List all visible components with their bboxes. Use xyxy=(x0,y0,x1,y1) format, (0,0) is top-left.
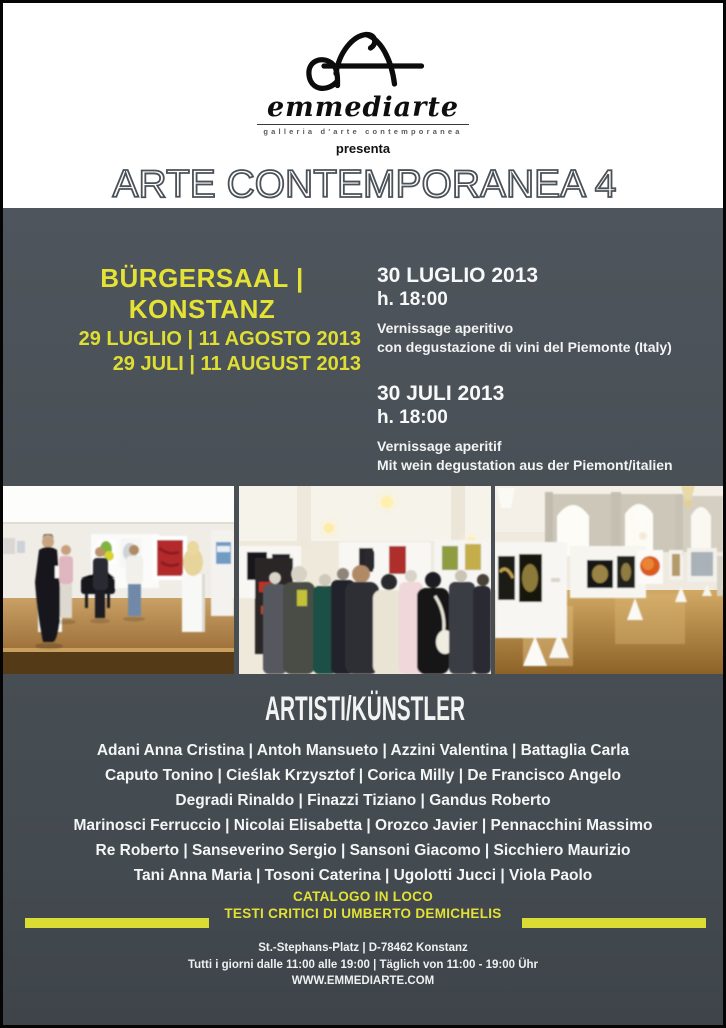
logo-wordmark: emmediarte xyxy=(267,92,459,123)
event-time: h. 18:00 xyxy=(377,407,448,428)
yellow-bar-right xyxy=(522,918,706,928)
catalog-note xyxy=(3,888,723,922)
photo-strip xyxy=(3,486,723,674)
event-date: 30 JULI 2013 xyxy=(377,382,505,405)
artists-line: Degradi Rinaldo | Finazzi Tiziano | Gandus Roberto xyxy=(175,792,551,809)
logo-divider-line xyxy=(257,124,469,125)
vernissage-italian xyxy=(377,263,722,357)
footer-website: WWW.EMMEDIARTE.COM xyxy=(291,975,435,987)
event-description-2: con degustazione di vini del Piemonte (Italy) xyxy=(377,339,672,355)
footer-address: St.-Stephans-Platz | D-78462 Konstanz xyxy=(258,942,468,954)
event-time: h. 18:00 xyxy=(377,289,448,310)
emmediarte-logo-monogram xyxy=(288,27,438,99)
artists-line: Tani Anna Maria | Tosoni Caterina | Ugolotti Jucci | Viola Paolo xyxy=(133,867,593,884)
event-description-2: Mit wein degustation aus der Piemont/italien xyxy=(377,457,673,473)
footer-info xyxy=(3,940,723,990)
presenta-label: presenta xyxy=(335,141,391,156)
catalog-line-2: TESTI CRITICI DI UMBERTO DEMICHELIS xyxy=(224,906,502,921)
event-description-1: Vernissage aperitif xyxy=(377,438,502,454)
artists-heading-text: ARTISTI/KÜNSTLER xyxy=(265,690,465,728)
dates-german: 29 JULI | 11 AUGUST 2013 xyxy=(112,352,361,375)
yellow-bar-left xyxy=(25,918,209,928)
photo-gallery-room-visitors xyxy=(3,486,234,674)
title-italian-text: ARTE CONTEMPORANEA 4 xyxy=(112,163,618,206)
title-italian xyxy=(3,160,723,206)
gallery-logo xyxy=(3,27,723,136)
artists-line: Adani Anna Cristina | Antoh Mansueto | Azzini Valentina | Battaglia Carla xyxy=(96,742,630,759)
event-date: 30 LUGLIO 2013 xyxy=(377,264,539,287)
photo-vernissage-crowd xyxy=(239,486,491,674)
artists-line: Marinosci Ferruccio | Nicolai Elisabetta | Orozco Javier | Pennacchini Massimo xyxy=(73,817,653,834)
dates-italian: 29 LUGLIO | 11 AGOSTO 2013 xyxy=(78,328,361,350)
logo-subtitle: galleria d'arte contemporanea xyxy=(263,127,463,136)
catalog-line-1: CATALOGO IN LOCO xyxy=(292,889,434,904)
exhibition-dates xyxy=(41,327,361,376)
event-description-1: Vernissage aperitivo xyxy=(377,320,514,336)
artists-heading xyxy=(3,689,723,729)
venue-name: BÜRGERSAAL | KONSTANZ xyxy=(100,263,304,324)
artists-list xyxy=(3,738,723,888)
artists-line: Re Roberto | Sanseverino Sergio | Sansoni Giacomo | Sicchiero Maurizio xyxy=(95,842,631,859)
vernissage-german xyxy=(377,381,722,475)
photo-exhibition-hall xyxy=(495,486,723,674)
footer-hours: Tutti i giorni dalle 11:00 alle 19:00 | Täglich von 11:00 - 19:00 Ühr xyxy=(187,958,539,971)
artists-line: Caputo Tonino | Cieślak Krzysztof | Corica Milly | De Francisco Angelo xyxy=(105,767,621,784)
